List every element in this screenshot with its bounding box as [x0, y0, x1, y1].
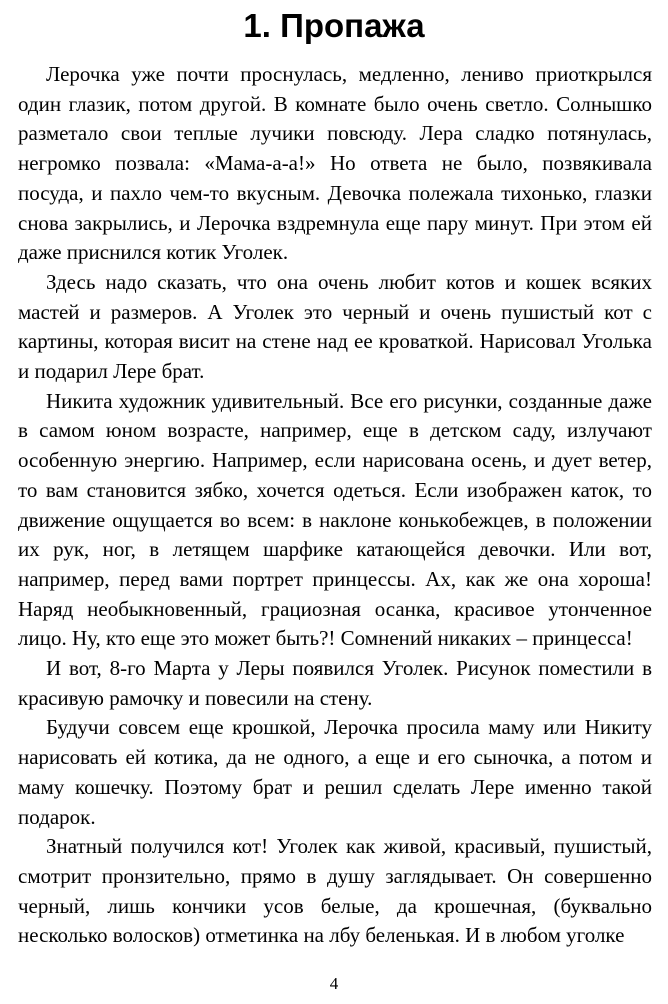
paragraph-6: Знатный получился кот! Уголек как живой, красивый, пушистый, смотрит пронзительно, прямо в душу заглядывает. Он совершенно черный, лишь кончики усов белые, да крошечная, (буквально несколько волосков) отметинка на лбу беленькая. И в любом уголке: [18, 834, 652, 948]
paragraph-1: Лерочка уже почти проснулась, медленно, лениво приоткрылся один глазик, потом другой. В комнате было очень светло. Солнышко разметало свои теплые лучики повсюду. Лера сладко потянулась, негромко позвала: «Мама-а-а!» Но ответа не было, позвякивала посуда, и пахло чем-то вкусным. Девочка полежала тихонько, глазки снова закрылись, и Лерочка вздремнула еще пару минут. При этом ей даже приснился котик Уголек.: [18, 62, 652, 265]
paragraph-5: Будучи совсем еще крошкой, Лерочка просила маму или Никиту нарисовать ей котика, да не одного, а еще и его сыночка, а потом и маму кошечку. Поэтому брат и решил сделать Лере именно такой подарок.: [18, 715, 652, 829]
paragraph-3: Никита художник удивительный. Все его рисунки, созданные даже в самом юном возрасте, например, еще в детском саду, излучают особенную энергию. Например, если нарисована осень, и дует ветер, то вам становится зябко, хочется одеться. Если изображен каток, то движение ощущается во всем: в наклоне конькобежцев, в положении их рук, ног, в летящем шарфике катающейся девочки. Или вот, например, перед вами портрет принцессы. Ах, как же она хороша! Наряд необыкновенный, грациозная осанка, красивое утонченное лицо. Ну, кто еще это может быть?! Сомнений никаких – принцесса!: [18, 388, 652, 651]
paragraph-4: И вот, 8-го Марта у Леры появился Уголек. Рисунок поместили в красивую рамочку и повесили на стену.: [18, 656, 652, 710]
chapter-title: 1. Пропажа: [243, 7, 425, 44]
page-number: 4: [329, 974, 339, 993]
paragraph-2: Здесь надо сказать, что она очень любит котов и кошек всяких мастей и размеров. А Уголек это черный и очень пушистый кот с картины, которая висит на стене над ее кроваткой. Нарисовал Уголька и подарил Лере брат.: [18, 269, 652, 384]
chapter-body: [18, 60, 652, 951]
